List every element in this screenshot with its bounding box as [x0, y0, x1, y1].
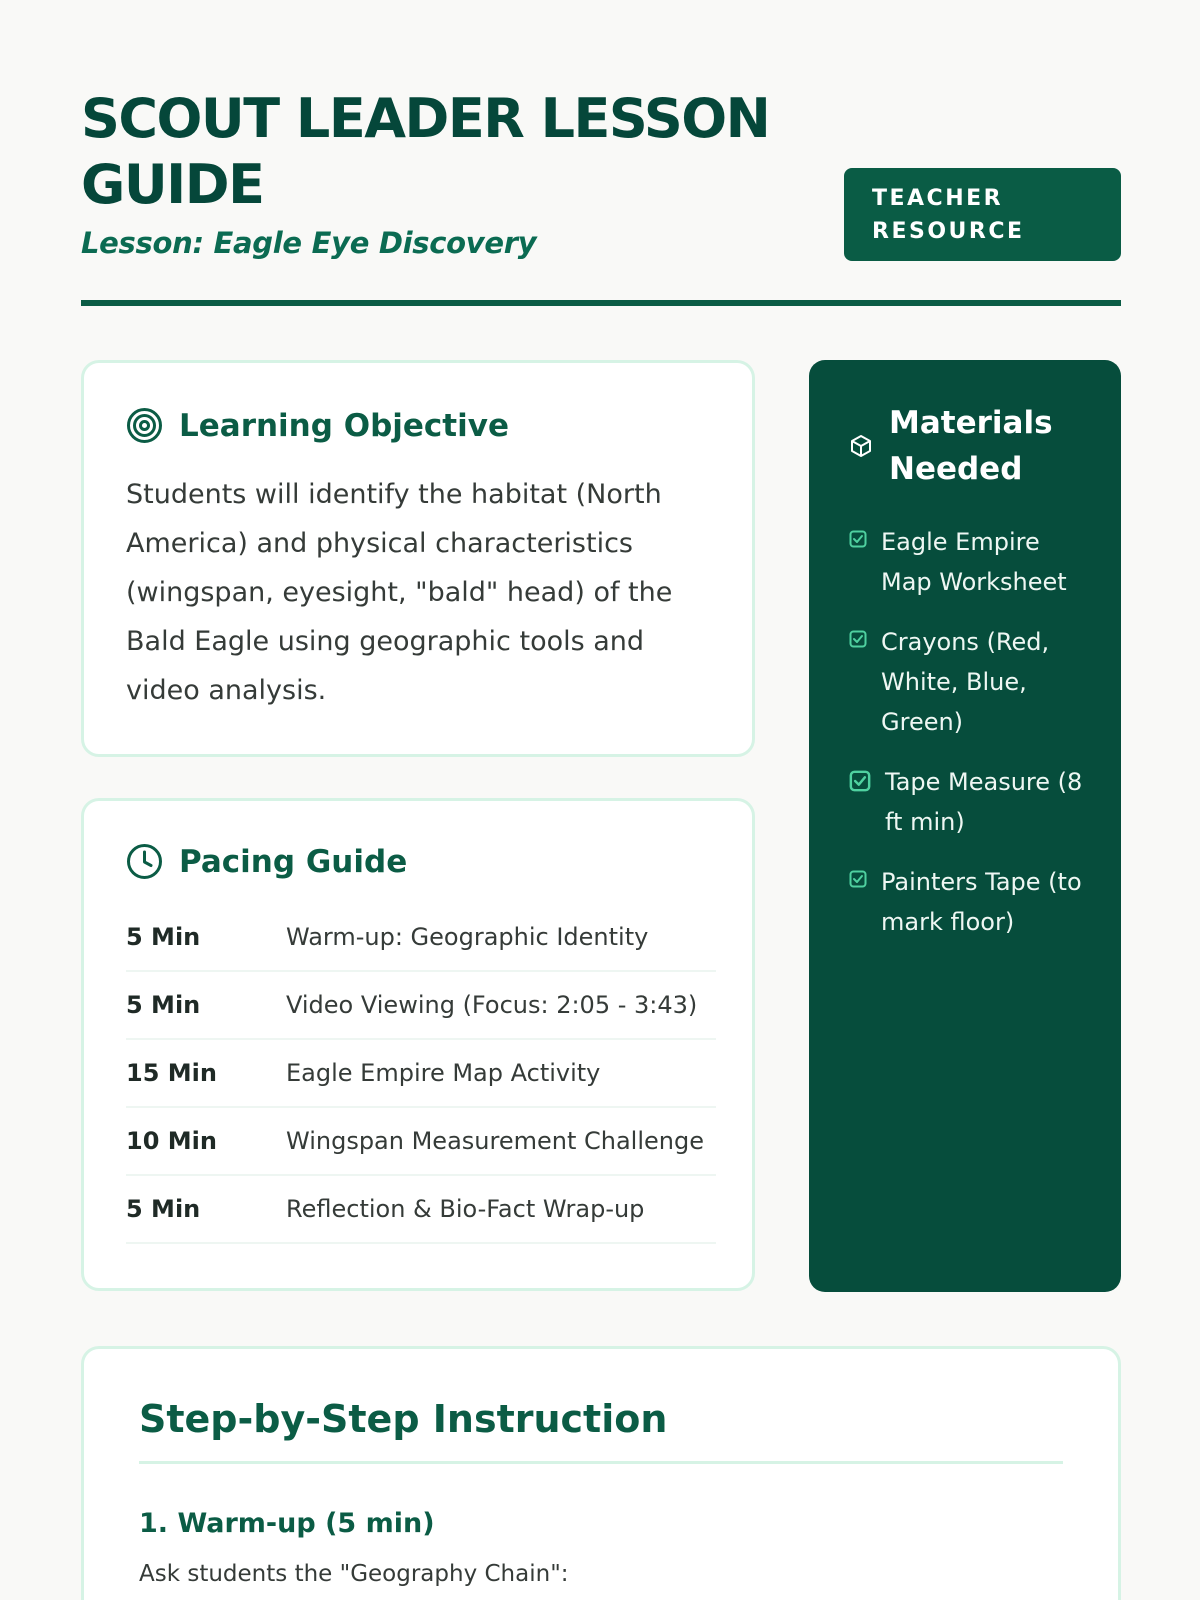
checkbox-checked-icon: [849, 770, 871, 792]
list-item: [849, 522, 1091, 602]
material-label: Eagle Empire Map Worksheet: [881, 528, 1067, 596]
pacing-guide-title: Pacing Guide: [179, 843, 408, 880]
materials-list: [849, 522, 1091, 942]
lesson-subtitle: Lesson: Eagle Eye Discovery: [81, 226, 537, 260]
learning-objective-card: [81, 360, 755, 757]
table-row: [126, 1040, 716, 1108]
pacing-table: [126, 904, 710, 1244]
pacing-activity: Wingspan Measurement Challenge: [286, 1127, 704, 1155]
material-label: Tape Measure (8 ft min): [885, 768, 1083, 836]
teacher-resource-badge: TEACHER RESOURCE: [844, 168, 1121, 261]
learning-objective-text: Students will identify the habitat (North America) and physical characteristics (wingspan, eyesight, "bald" head) of the Bald Eagle using geographic tools and video analysis.: [126, 479, 673, 706]
instruction-title: Step-by-Step Instruction: [139, 1397, 1063, 1464]
table-row: [126, 972, 716, 1040]
table-row: [126, 1176, 716, 1244]
pacing-time: 5 Min: [126, 991, 201, 1019]
step-title: 1. Warm-up (5 min): [139, 1508, 435, 1539]
pacing-activity: Warm-up: Geographic Identity: [286, 923, 649, 951]
list-item: [849, 622, 1091, 742]
checkbox-checked-icon: [849, 870, 867, 888]
table-row: [126, 904, 716, 972]
instruction-card: [81, 1346, 1121, 1600]
checkbox-checked-icon: [849, 530, 867, 548]
page-header: [81, 86, 1121, 306]
pacing-activity: Reflection & Bio-Fact Wrap-up: [286, 1195, 645, 1223]
pacing-time: 10 Min: [126, 1127, 217, 1155]
materials-panel: [809, 360, 1121, 1292]
pacing-time: 5 Min: [126, 1195, 201, 1223]
list-item: [849, 762, 1091, 842]
pacing-guide-card: [81, 798, 755, 1291]
checkbox-checked-icon: [849, 630, 867, 648]
materials-heading: [849, 400, 1091, 492]
box-icon: [849, 434, 873, 458]
learning-objective-heading: [126, 407, 710, 444]
pacing-guide-heading: [126, 843, 710, 880]
materials-title: Materials Needed: [889, 405, 1053, 487]
pacing-time: 15 Min: [126, 1059, 217, 1087]
pacing-activity: Eagle Empire Map Activity: [286, 1059, 601, 1087]
material-label: Painters Tape (to mark floor): [881, 868, 1082, 936]
page-title: SCOUT LEADER LESSON GUIDE: [81, 87, 770, 216]
list-item: [849, 862, 1091, 942]
learning-objective-title: Learning Objective: [179, 407, 509, 444]
pacing-activity: Video Viewing (Focus: 2:05 - 3:43): [286, 991, 698, 1019]
material-label: Crayons (Red, White, Blue, Green): [881, 628, 1050, 736]
clock-icon: [126, 843, 163, 880]
target-icon: [126, 407, 163, 444]
pacing-time: 5 Min: [126, 923, 201, 951]
table-row: [126, 1108, 716, 1176]
step-text: Ask students the "Geography Chain":: [139, 1561, 569, 1587]
